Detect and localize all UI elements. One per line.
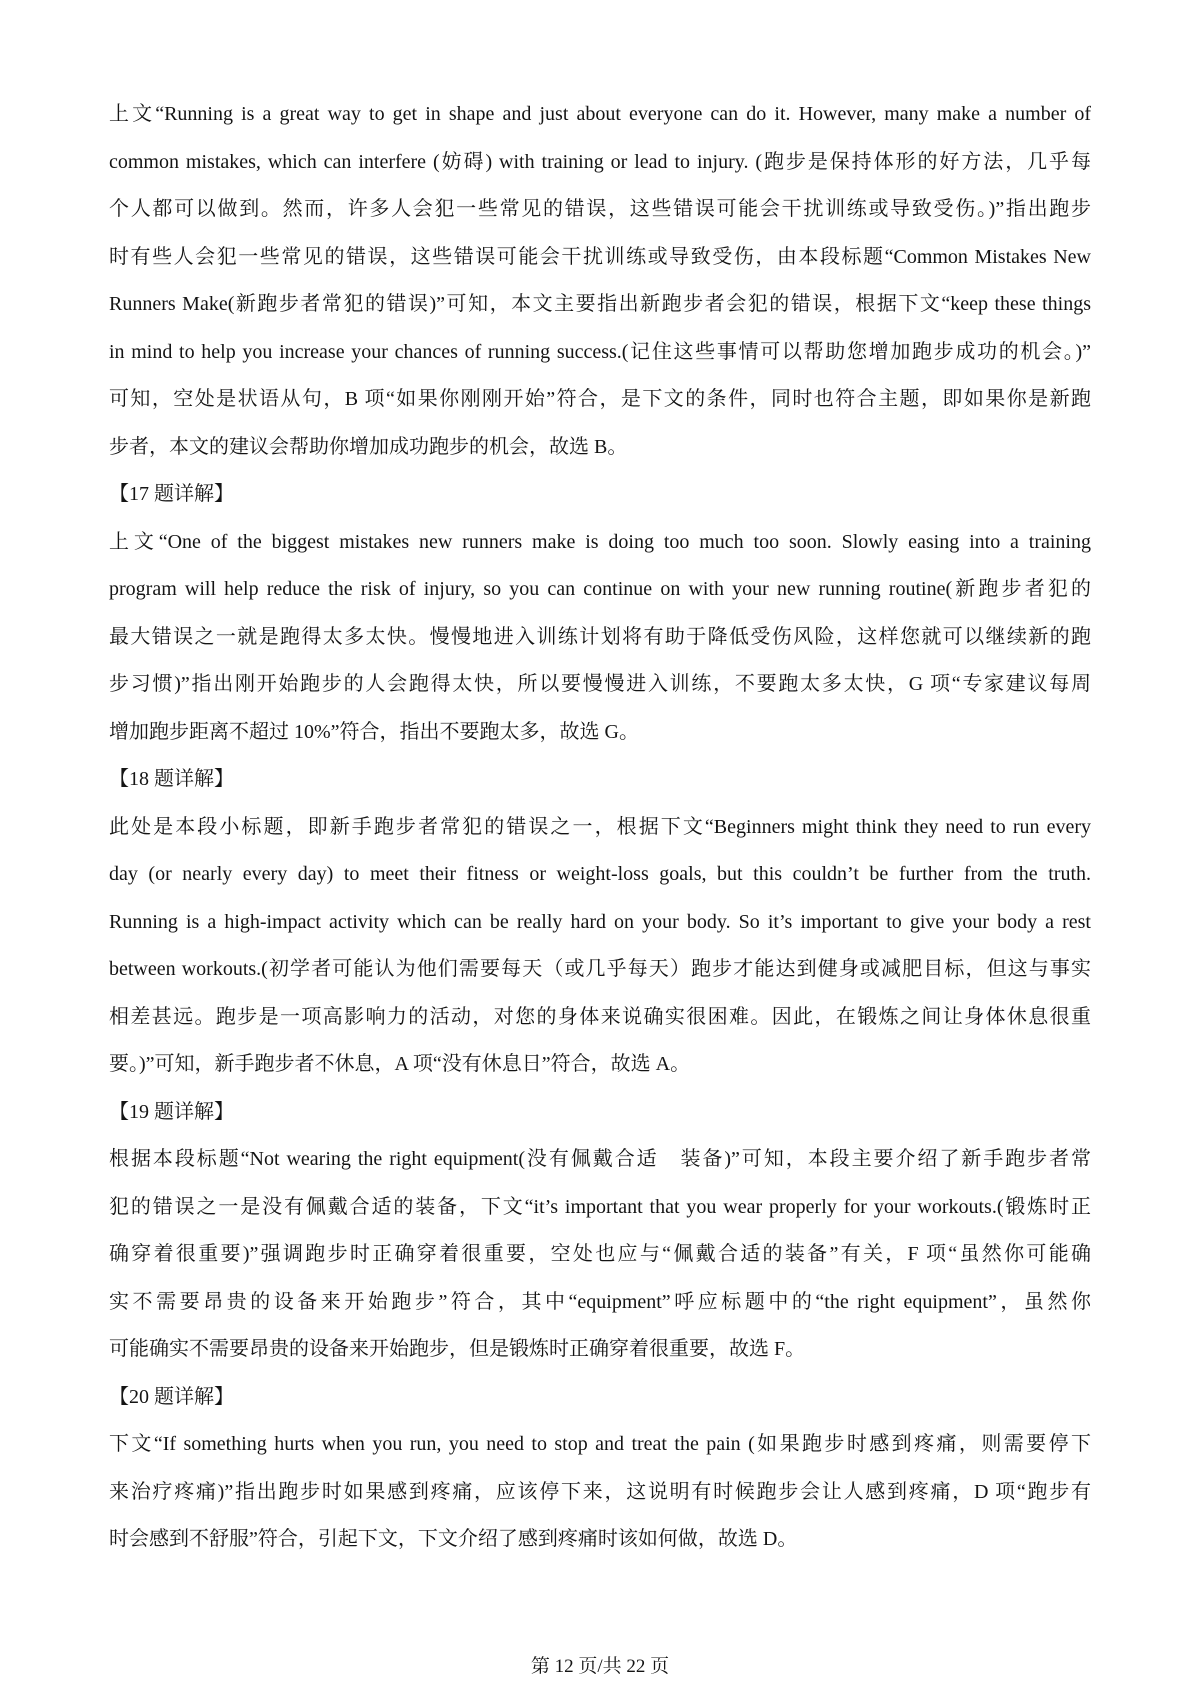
section-heading: 【17 题详解】 xyxy=(109,483,234,505)
text-line: 上文“One of the biggest mistakes new runners make is doing too much too soon. Slowly easing into a training xyxy=(109,530,1091,553)
text-line: 时有些人会犯一些常见的错误，这些错误可能会干扰训练或导致受伤，由本段标题“Common Mistakes New xyxy=(109,245,1091,268)
text-line: 增加跑步距离不超过 10%”符合，指出不要跑太多，故选 G。 xyxy=(109,720,639,743)
text-line: in mind to help you increase your chances of running success.(记住这些事情可以帮助您增加跑步成功的机会。)” xyxy=(109,340,1091,363)
text-line: 可能确实不需要昂贵的设备来开始跑步，但是锻炼时正确穿着很重要，故选 F。 xyxy=(109,1338,806,1360)
text-line: program will help reduce the risk of injury, so you can continue on with your new running routine(新跑步者犯的 xyxy=(109,578,1091,600)
text-line: 实不需要昂贵的设备来开始跑步”符合，其中“equipment”呼应标题中的“the right equipment”，虽然你 xyxy=(109,1290,1091,1313)
text-line: 根据本段标题“Not wearing the right equipment(没有佩戴合适 装备)”可知，本段主要介绍了新手跑步者常 xyxy=(109,1148,1091,1170)
text-line: Runners Make(新跑步者常犯的错误)”可知，本文主要指出新跑步者会犯的错误，根据下文“keep these things xyxy=(109,293,1091,315)
text-line: 步者，本文的建议会帮助你增加成功跑步的机会，故选 B。 xyxy=(109,435,628,458)
section-20 xyxy=(109,1374,1091,1564)
text-line: between workouts.(初学者可能认为他们需要每天（或几乎每天）跑步才能达到健身或减肥目标，但这与事实 xyxy=(109,958,1091,980)
document-body xyxy=(109,91,1091,1564)
text-line: 确穿着很重要)”强调跑步时正确穿着很重要，空处也应与“佩戴合适的装备”有关，F 项“虽然你可能确 xyxy=(109,1243,1091,1265)
text-line: 犯的错误之一是没有佩戴合适的装备，下文“it’s important that you wear properly for your workouts.(锻炼时正 xyxy=(109,1195,1091,1218)
text-line: 相差甚远。跑步是一项高影响力的活动，对您的身体来说确实很困难。因此，在锻炼之间让身体休息很重 xyxy=(109,1005,1091,1028)
text-line: 要。)”可知，新手跑步者不休息，A 项“没有休息日”符合，故选 A。 xyxy=(109,1053,691,1075)
section-19 xyxy=(109,1089,1091,1374)
text-line: 步习惯)”指出刚开始跑步的人会跑得太快，所以要慢慢进入训练，不要跑太多太快，G 项“专家建议每周 xyxy=(109,673,1091,695)
opening-paragraph xyxy=(109,91,1091,471)
text-line: 下文“If something hurts when you run, you need to stop and treat the pain (如果跑步时感到疼痛，则需要停下 xyxy=(109,1433,1091,1455)
text-line: Running is a high-impact activity which can be really hard on your body. So it’s important to give your body a rest xyxy=(109,910,1091,933)
text-line: 来治疗疼痛)”指出跑步时如果感到疼痛，应该停下来，这说明有时候跑步会让人感到疼痛，D 项“跑步有 xyxy=(109,1480,1091,1503)
text-line: common mistakes, which can interfere (妨碍) with training or lead to injury. (跑步是保持体形的好方法，几乎每 xyxy=(109,150,1091,173)
section-18 xyxy=(109,756,1091,1089)
section-heading: 【20 题详解】 xyxy=(109,1385,234,1408)
text-line: day (or nearly every day) to meet their fitness or weight-loss goals, but this couldn’t be further from the truth. xyxy=(109,863,1091,885)
text-line: 时会感到不舒服”符合，引起下文，下文介绍了感到疼痛时该如何做，故选 D。 xyxy=(109,1528,798,1550)
text-line: 最大错误之一就是跑得太多太快。慢慢地进入训练计划将有助于降低受伤风险，这样您就可以继续新的跑 xyxy=(109,625,1091,648)
text-line: 此处是本段小标题，即新手跑步者常犯的错误之一，根据下文“Beginners might think they need to run every xyxy=(109,815,1091,838)
text-line: 可知，空处是状语从句，B 项“如果你刚刚开始”符合，是下文的条件，同时也符合主题，即如果你是新跑 xyxy=(109,388,1091,410)
text-line: 个人都可以做到。然而，许多人会犯一些常见的错误，这些错误可能会干扰训练或导致受伤。)”指出跑步 xyxy=(109,198,1091,220)
section-17 xyxy=(109,471,1091,756)
section-heading: 【19 题详解】 xyxy=(109,1100,234,1123)
section-heading: 【18 题详解】 xyxy=(109,768,234,790)
page-number: 第 12 页/共 22 页 xyxy=(530,1656,670,1677)
text-line: 上文“Running is a great way to get in shape and just about everyone can do it. However, many make a number of xyxy=(109,103,1091,125)
